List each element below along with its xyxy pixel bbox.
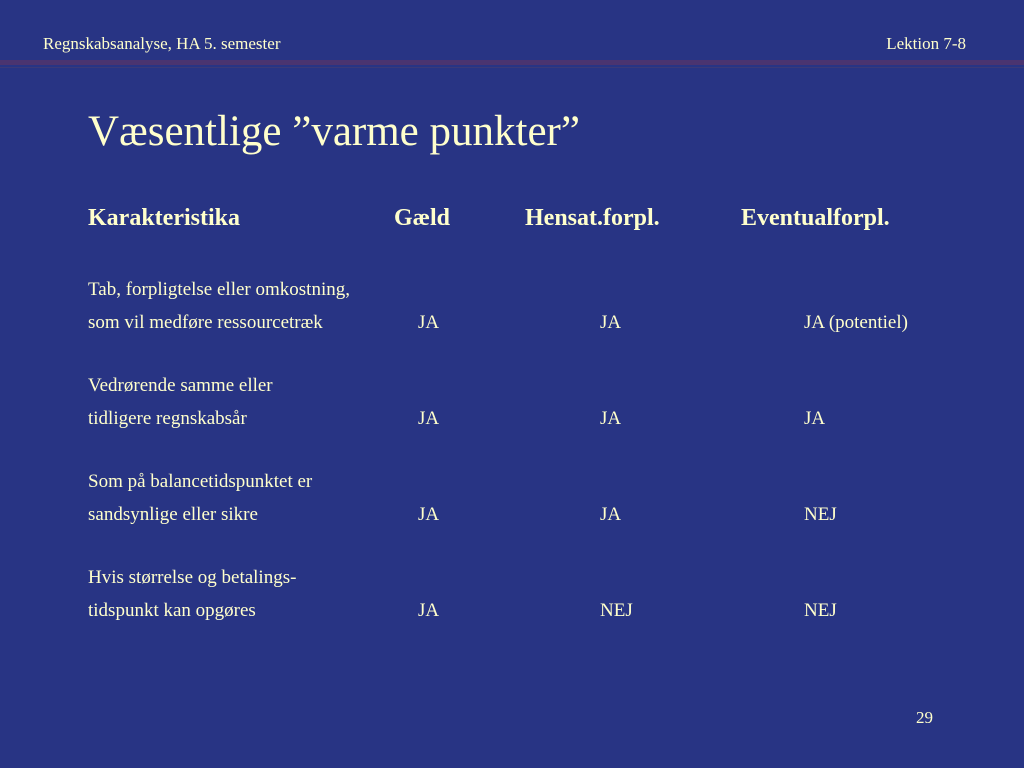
row-2-eventual: JA [804,408,826,429]
row-3-label-line2: sandsynlige eller sikre [88,504,258,525]
row-3-gaeld: JA [418,504,440,525]
row-1-eventual: JA (potentiel) [804,312,908,333]
column-header-karakteristika: Karakteristika [88,205,240,231]
slide-title: Væsentlige ”varme punkter” [88,108,580,155]
row-4-hensat: NEJ [600,600,633,621]
header-left-text: Regnskabsanalyse, HA 5. semester [43,34,281,53]
header-right-text: Lektion 7-8 [886,34,966,53]
column-header-gaeld: Gæld [394,205,451,231]
row-2-label-line1: Vedrørende samme eller [88,375,273,396]
row-3-label-line1: Som på balancetidspunktet er [88,471,313,492]
page-number: 29 [916,708,933,727]
row-2-label-line2: tidligere regnskabsår [88,408,247,429]
row-1-hensat: JA [600,312,622,333]
row-3-eventual: NEJ [804,504,837,525]
row-4-eventual: NEJ [804,600,837,621]
column-header-eventual: Eventualforpl. [741,205,890,231]
row-1-label-line2: som vil medføre ressourcetræk [88,312,323,333]
row-4-gaeld: JA [418,600,440,621]
row-4-label-line2: tidspunkt kan opgøres [88,600,256,621]
row-3-hensat: JA [600,504,622,525]
header-divider-thin [0,67,1024,68]
row-4-label-line1: Hvis størrelse og betalings- [88,567,297,588]
row-2-gaeld: JA [418,408,440,429]
row-2-hensat: JA [600,408,622,429]
row-1-label-line1: Tab, forpligtelse eller omkostning, [88,279,350,300]
header-divider [0,60,1024,65]
column-header-hensat: Hensat.forpl. [525,205,660,231]
row-1-gaeld: JA [418,312,440,333]
